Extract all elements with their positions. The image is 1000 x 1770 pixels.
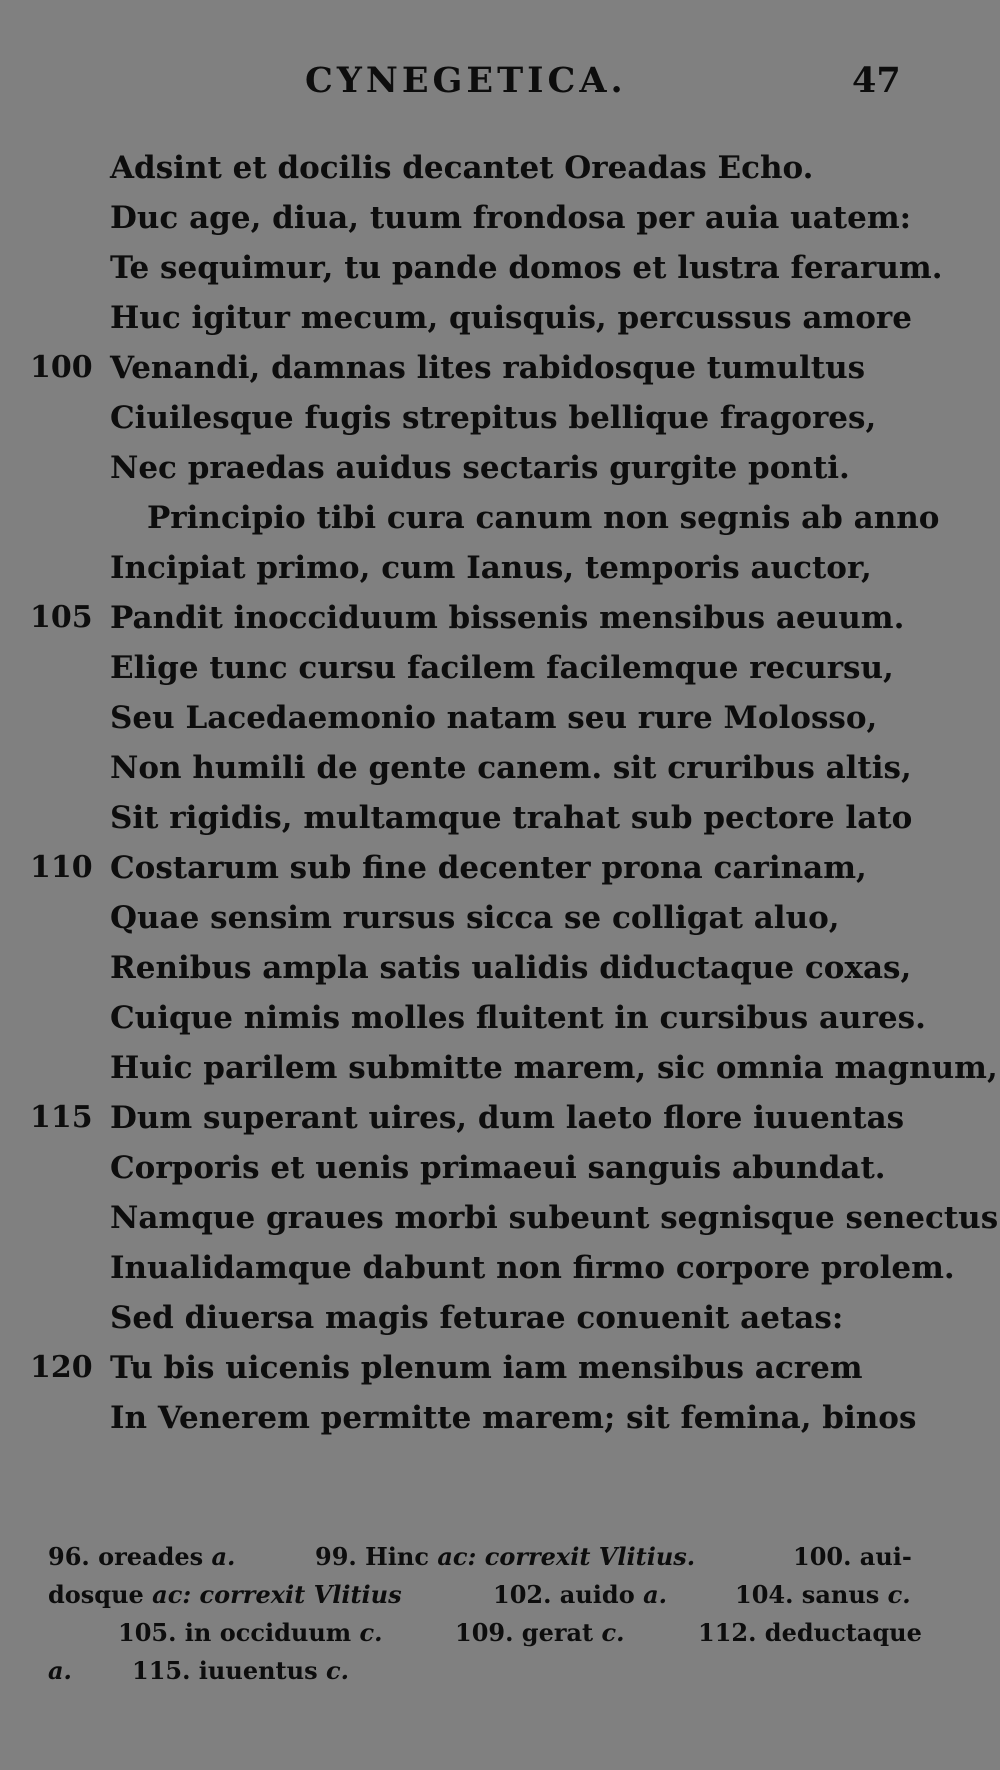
- verse-text: Huc igitur mecum, quisquis, percussus amore: [110, 300, 912, 336]
- verse-text: Sit rigidis, multamque trahat sub pectore lato: [110, 800, 913, 836]
- verse-text: Renibus ampla satis ualidis diductaque coxas,: [110, 950, 912, 986]
- verse-line: [0, 643, 1000, 693]
- verse-line: [0, 1193, 1000, 1243]
- verse-line: [0, 993, 1000, 1043]
- verse-line: [0, 393, 1000, 443]
- verse-text: Sed diuersa magis feturae conuenit aetas:: [110, 1300, 844, 1336]
- apparatus-entry: 102. auido a.: [493, 1580, 667, 1609]
- line-number: 110: [30, 850, 93, 885]
- apparatus-entry: 109. gerat c.: [455, 1618, 625, 1647]
- line-number: 100: [30, 350, 93, 385]
- verse-text: Venandi, damnas lites rabidosque tumultus: [110, 350, 866, 386]
- verse-line: [0, 1093, 1000, 1143]
- apparatus-entry: 105. in occiduum c.: [118, 1618, 383, 1647]
- apparatus-entry: dosque ac: correxit Vlitius: [48, 1580, 402, 1609]
- verse-line: [0, 1293, 1000, 1343]
- verse-text: Pandit inocciduum bissenis mensibus aeuum.: [110, 600, 905, 636]
- verse-text: Costarum sub fine decenter prona carinam,: [110, 850, 867, 886]
- verse-text: Elige tunc cursu facilem facilemque recursu,: [110, 650, 894, 686]
- apparatus-line: [48, 1538, 912, 1576]
- verse-line: [0, 193, 1000, 243]
- apparatus-entry: 96. oreades a.: [48, 1542, 236, 1571]
- apparatus-entry: 115. iuuentus c.: [132, 1656, 349, 1685]
- verse-line: [0, 493, 1000, 543]
- verse-line: [0, 543, 1000, 593]
- apparatus-entry: a.: [48, 1656, 72, 1685]
- verse-line: [0, 243, 1000, 293]
- verse-line: [0, 843, 1000, 893]
- verse-text: Te sequimur, tu pande domos et lustra ferarum.: [110, 250, 943, 286]
- verse-text: In Venerem permitte marem; sit femina, binos: [110, 1400, 917, 1436]
- running-title: CYNEGETICA.: [305, 60, 627, 101]
- verse-line: [0, 1043, 1000, 1093]
- line-number: 105: [30, 600, 93, 635]
- apparatus-line: [48, 1576, 911, 1614]
- critical-apparatus: [48, 1538, 922, 1690]
- verse-line: [0, 943, 1000, 993]
- apparatus-line: [48, 1652, 908, 1690]
- verse-text: Namque graues morbi subeunt segnisque senectus: [110, 1200, 999, 1236]
- verse-text: Adsint et docilis decantet Oreadas Echo.: [110, 150, 814, 186]
- verse-line: [0, 443, 1000, 493]
- verse-line: [0, 893, 1000, 943]
- verse-text: Quae sensim rursus sicca se colligat aluo,: [110, 900, 840, 936]
- verse-line: [0, 693, 1000, 743]
- verse-line: [0, 1393, 1000, 1443]
- verse-line: [0, 293, 1000, 343]
- page-number: 47: [852, 60, 901, 101]
- verse-line: [0, 1343, 1000, 1393]
- verse-text: Huic parilem submitte marem, sic omnia magnum,: [110, 1050, 998, 1086]
- verse-text: Tu bis uicenis plenum iam mensibus acrem: [110, 1350, 863, 1386]
- verse-text: Seu Lacedaemonio natam seu rure Molosso,: [110, 700, 878, 736]
- verse-line: [0, 793, 1000, 843]
- running-head: [0, 60, 1000, 110]
- apparatus-line: [48, 1614, 922, 1652]
- verse-line: [0, 1243, 1000, 1293]
- verse-text: Duc age, diua, tuum frondosa per auia uatem:: [110, 200, 912, 236]
- verse-text: Incipiat primo, cum Ianus, temporis auctor,: [110, 550, 872, 586]
- verse-line: [0, 1143, 1000, 1193]
- verse-text: Cuique nimis molles fluitent in cursibus aures.: [110, 1000, 926, 1036]
- apparatus-entry: 104. sanus c.: [735, 1580, 911, 1609]
- verse-text: Dum superant uires, dum laeto flore iuuentas: [110, 1100, 905, 1136]
- verse-text: Principio tibi cura canum non segnis ab anno: [147, 500, 940, 536]
- line-number: 115: [30, 1100, 93, 1135]
- verse-line: [0, 593, 1000, 643]
- poem-text: [0, 143, 1000, 1443]
- verse-line: [0, 143, 1000, 193]
- verse-text: Ciuilesque fugis strepitus bellique fragores,: [110, 400, 877, 436]
- verse-text: Inualidamque dabunt non firmo corpore prolem.: [110, 1250, 955, 1286]
- apparatus-entry: 99. Hinc ac: correxit Vlitius.: [315, 1542, 696, 1571]
- verse-text: Corporis et uenis primaeui sanguis abundat.: [110, 1150, 886, 1186]
- verse-line: [0, 743, 1000, 793]
- apparatus-entry: 100. aui-: [793, 1542, 912, 1571]
- verse-text: Non humili de gente canem. sit cruribus altis,: [110, 750, 912, 786]
- verse-line: [0, 343, 1000, 393]
- verse-text: Nec praedas auidus sectaris gurgite ponti.: [110, 450, 850, 486]
- line-number: 120: [30, 1350, 93, 1385]
- apparatus-entry: 112. deductaque: [698, 1618, 922, 1647]
